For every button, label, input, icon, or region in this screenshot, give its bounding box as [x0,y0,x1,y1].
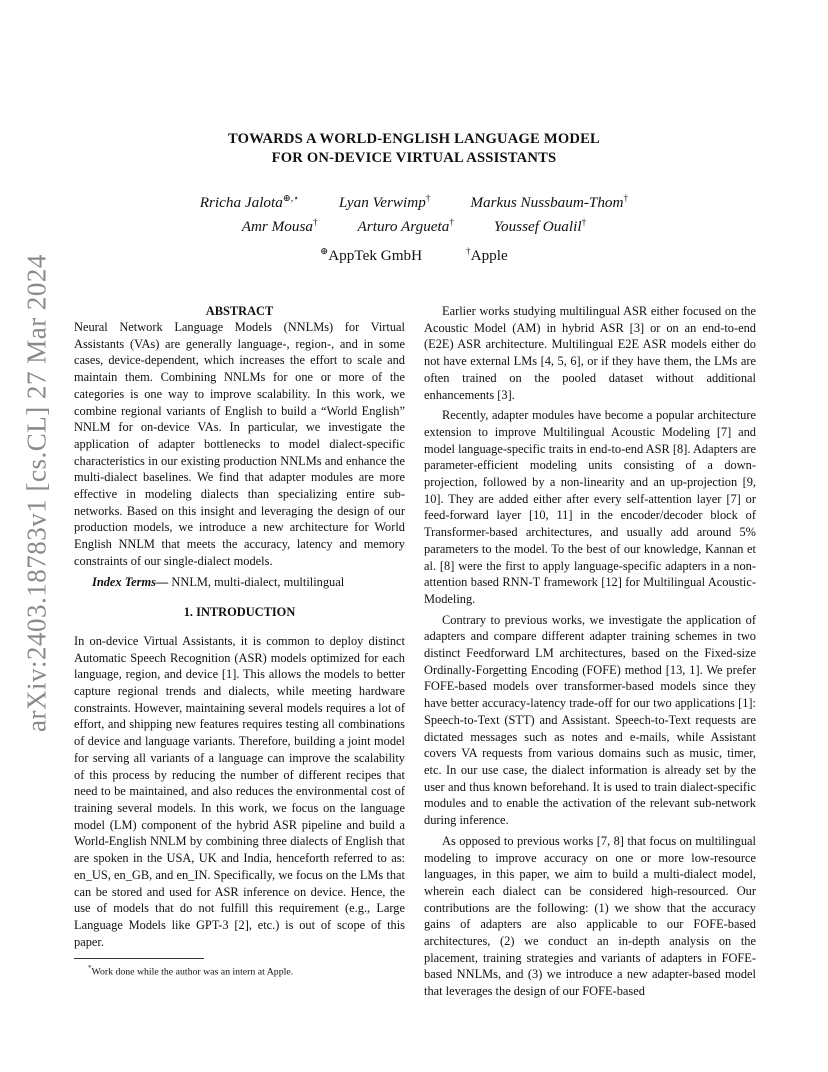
paper-title [0,130,828,168]
affiliation: †Apple [465,247,508,265]
index-terms-label: Index Terms— [92,574,169,589]
author: Youssef Oualil† [493,218,587,236]
author: Rricha Jalota⊕,⋆ [199,194,300,212]
section-heading-introduction: 1. INTRODUCTION [183,605,296,620]
affiliations [0,246,828,265]
author: Arturo Argueta† [357,218,455,236]
abstract-text: Neural Network Language Models (NNLMs) for Virtual Assistants (VAs) are generally language-, region-, and in some cases, device-dependent, which increases the effort to scale and maintain them. Combining NNLMs for one or more of the categories is one way to improve scalability. In this work, we combine regional variants of English to build a “World English” NNLM for on-device VAs. In particular, we investigate the application of adapter bottlenecks to model dialect-specific characteristics in our existing production NNLMs and enhance the multi-dialect baselines. We find that adapter modules are more effective in modeling dialects than specializing entire sub-networks. Based on this insight and leveraging the design of our production models, we introduce a new architecture for World English NNLM that meets the accuracy, latency and memory constraints of our single-dialect models. [74,320,405,568]
author-list [0,189,828,237]
affiliation: ⊕AppTek GmbH [320,247,423,265]
body-paragraph-2: Recently, adapter modules have become a popular architecture extension to improve Multilingual Acoustic Modeling [7] and model language-specific traits in end-to-end ASR [8]. Adapters are parameter-efficient modeling units consisting of a down-projection, followed by a non-linearity and an up-projection [9, 10]. They are added either after every self-attention layer [7] or feed-forward layer [10, 11] in the encoder/decoder block of Transformer-based architectures, and usually add around 5% parameters to the model. To the best of our knowledge, Kannan et al. [8] were the first to apply language-specific adapters in a non-attention based RNN-T framework [12] for Multilingual Acoustic-Modeling. [424,408,756,606]
author: Amr Mousa† [241,218,318,236]
title-line-1: TOWARDS A WORLD-ENGLISH LANGUAGE MODEL [228,131,600,147]
index-terms [74,574,405,591]
author-row-1 [0,189,828,213]
abstract-heading: ABSTRACT [205,304,274,318]
footnote: *Work done while the author was an intern at Apple. [88,964,294,978]
author: Markus Nussbaum-Thom† [470,194,629,212]
index-terms-text: NNLM, multi-dialect, multilingual [171,574,345,589]
arxiv-sidebar-stamp: arXiv:2403.18783v1 [cs.CL] 27 Mar 2024 [21,254,52,732]
intro-paragraph: In on-device Virtual Assistants, it is common to deploy distinct Automatic Speech Recognition (ASR) models optimized for each language, region, and device [1]. This allows the models to better capture regional trends and dialects, while meeting hardware constraints. However, maintaining several models requires a lot of effort, and shipping new features requires testing all combinations of device and language variants. Therefore, building a joint model for serving all variants of a language can improve the scalability of this process by reducing the number of different recipes that need to be maintained, and also reduces the environmental cost of training several models. In this work, we focus on the language model (LM) component of the hybrid ASR pipeline and build a World-English NNLM by combining three dialects of English that are spoken in the USA, UK and India, henceforth referred to as: en_US, en_GB, and en_IN. Specifically, we focus on the LMs that can be stored and used for ASR inference on device. Hence, the use of models that do not fulfill this requirement (e.g., Large Language Models like GPT-3 [2], etc.) is out of scope of this paper. [74,633,405,949]
title-line-2: FOR ON-DEVICE VIRTUAL ASSISTANTS [271,150,557,166]
body-paragraph-4: As opposed to previous works [7, 8] that focus on multilingual modeling to improve accuracy on one or more low-resource languages, in this paper, we aim to build a multi-dialect model, wherein each dialect can be considered high-resourced. Our contributions are the following: (1) we show that the accuracy gains of adapters are also applicable to our FOFE-based architectures, (2) we conduct an in-depth analysis on the placement, training strategies and variants of adapters in FOFE-based NNLMs, and (3) we introduce a new adapter-based model that leverages the design of our FOFE-based [424,833,756,999]
author: Lyan Verwimp† [338,194,431,212]
body-paragraph-1: Earlier works studying multilingual ASR either focused on the Acoustic Model (AM) in hybrid ASR [3] or on an end-to-end (E2E) ASR architecture. Multilingual E2E ASR models either do not have external LMs [4, 5, 6], or if they have them, the LMs are often trained on the pooled dataset without additional enhancements [3]. [424,304,756,402]
left-column [74,303,405,979]
footnote-rule [74,958,204,959]
author-row-2 [0,213,828,237]
body-paragraph-3: Contrary to previous works, we investigate the application of adapters and compare different adapter training schemes in two distinct Feedforward LM architectures, based on the Fixed-size Ordinally-Forgetting Encoding (FOFE) method [13, 1]. We prefer FOFE-based models over transformer-based models since they have better accuracy-latency trade-off for our two applications [1]: Speech-to-Text (STT) and Assistant. Speech-to-Text requests are dictated messages such as notes and e-mails, while Assistant covers VA requests from various domains such as music, timer, etc. In our use case, the dialect information is already set by the user and thus known beforehand. It is used to train dialect-specific modules and to enable the activation of the relevant sub-network during inference. [424,612,756,828]
right-column [424,303,756,1004]
